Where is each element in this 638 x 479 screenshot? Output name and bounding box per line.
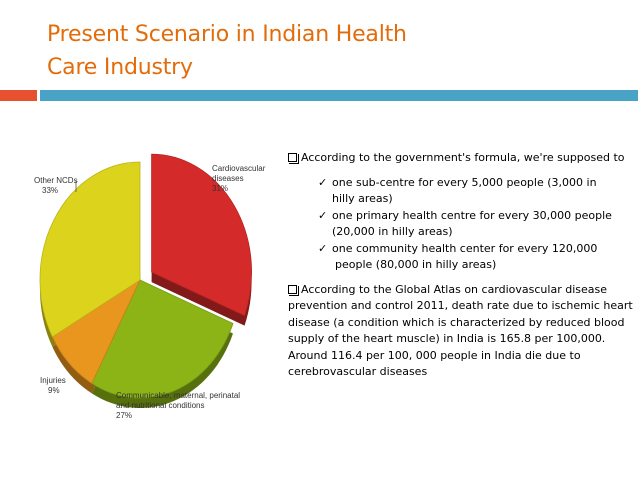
square-bullet-icon [288,153,297,162]
label-cardiovascular-value: 31% [212,184,229,193]
sub-item-2 [318,208,633,241]
label-cardiovascular-line2: diseases [212,174,244,183]
sub-item-1 [318,175,633,208]
bullet-1 [288,150,633,167]
label-communicable-value: 27% [116,411,133,420]
label-cardiovascular-line1: Cardiovascular [212,164,266,173]
accent-bar-blue [40,90,638,101]
bullet-2-text: According to the Global Atlas on cardiovascular disease prevention and control 2011, death rate due to ischemic heart disease (a condition which is characterized by reduced blood supply of the heart muscle) in India is 165.8 per 100,000. Around 116.4 per 100, 000 people in India die due to cerebrovascular diseases [288,282,633,378]
label-communicable [116,391,240,421]
sub-item-3-line2: people (80,000 in hilly areas) [335,258,497,271]
square-bullet-icon [288,285,297,294]
label-injuries-value: 9% [48,386,60,395]
sub-item-2-line1: one primary health centre for every 30,000 people [332,208,612,222]
label-other-ncds-value: 33% [42,186,59,195]
label-cardiovascular [212,164,265,194]
checkmark-icon: ✓ [318,241,328,255]
sub-item-3 [318,241,633,274]
checkmark-icon: ✓ [318,175,328,189]
sub-item-1-line1: one sub-centre for every 5,000 people (3,000 in [332,175,597,189]
label-other-ncds-name: Other NCDs [34,176,78,185]
sub-item-3-line1: one community health center for every 120,000 [332,241,598,255]
sub-item-2-line2: (20,000 in hilly areas) [332,225,453,238]
label-other-ncds [34,176,78,196]
slide-title [47,18,607,84]
accent-bar-red [0,90,37,101]
label-communicable-line2: and nutritional conditions [116,401,205,410]
slide-content [288,150,633,381]
label-injuries [40,376,66,396]
checkmark-icon: ✓ [318,208,328,222]
sub-list [288,175,633,274]
pie-chart [30,148,270,428]
bullet-1-text: According to the government's formula, we're supposed to [301,151,625,164]
label-communicable-line1: Communicable, maternal, perinatal [116,391,241,400]
bullet-2 [288,282,633,381]
slide-title-line-1: Present Scenario in Indian Health [47,22,407,47]
label-injuries-name: Injuries [40,376,66,385]
slide-title-line-2: Care Industry [47,55,193,80]
sub-item-1-line2: hilly areas) [332,192,393,205]
